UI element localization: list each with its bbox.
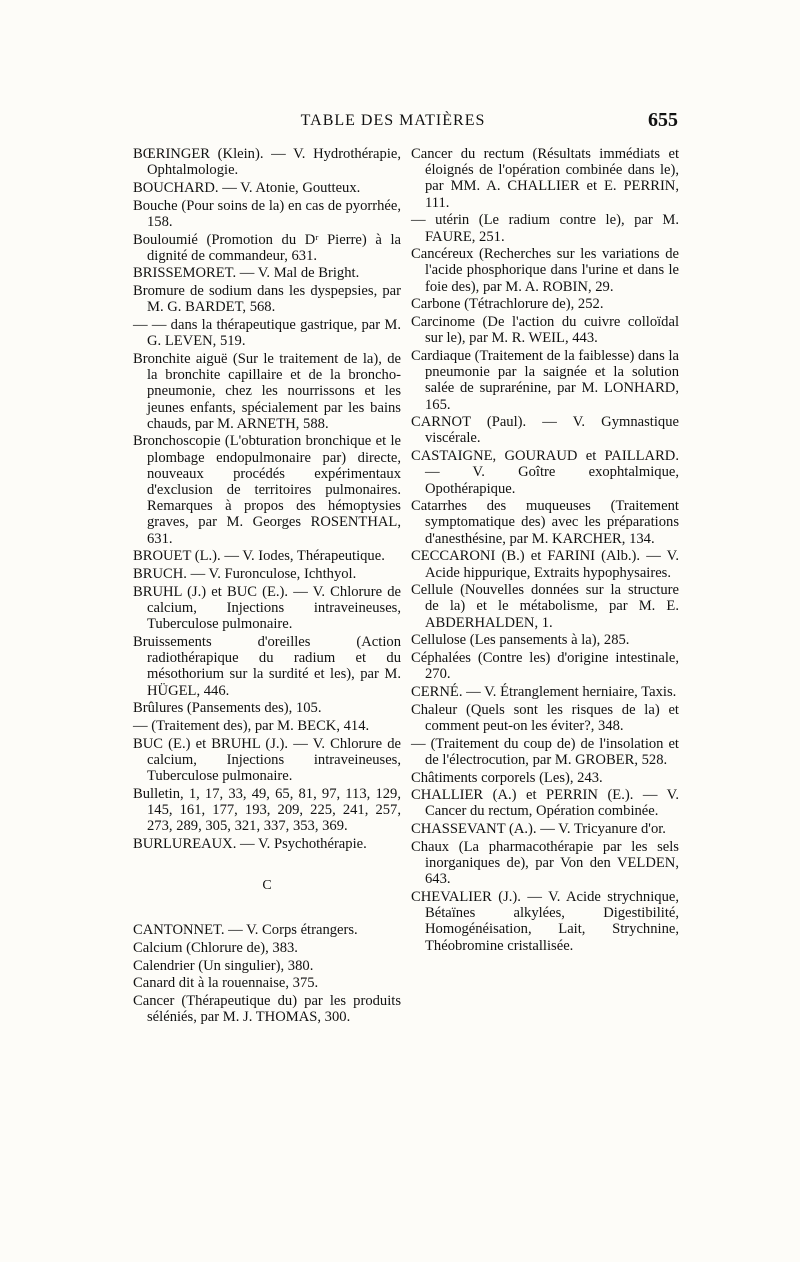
index-entry: — utérin (Le radium contre le), par M. FAURE, 251.	[411, 212, 679, 245]
index-entry: CERNÉ. — V. Étranglement herniaire, Taxis.	[411, 684, 677, 700]
running-header	[108, 109, 678, 140]
index-entry: BRUCH. — V. Furonculose, Ichthyol.	[133, 566, 357, 583]
index-entry: — — dans la thérapeutique gastrique, par M. G. LEVEN, 519.	[133, 317, 401, 350]
index-entry: Bromure de sodium dans les dyspepsies, par M. G. BARDET, 568.	[133, 283, 401, 316]
index-entry: — (Traitement des), par M. BECK, 414.	[133, 717, 370, 734]
index-entry: Carbone (Tétrachlorure de), 252.	[411, 296, 604, 313]
index-entry: Catarrhes des muqueuses (Traitement symptomatique des) avec les préparations d'anesthésine, par M. KARCHER, 134.	[411, 498, 679, 547]
index-entry: CANTONNET. — V. Corps étrangers.	[133, 922, 358, 939]
index-entry: Cellule (Nouvelles données sur la structure de la) et le métabolisme, par M. E. ABDERHALDEN, 1.	[411, 582, 679, 631]
section-letter: C	[262, 878, 272, 894]
index-entry: BOUCHARD. — V. Atonie, Goutteux.	[133, 179, 361, 196]
index-entry: Cancer (Thérapeutique du) par les produits séléniés, par M. J. THOMAS, 300.	[133, 993, 401, 1026]
index-entry: CASTAIGNE, GOURAUD et PAILLARD. — V. Goître exophtalmique, Opothérapique.	[411, 448, 679, 497]
index-entry: CARNOT (Paul). — V. Gymnastique viscérale.	[411, 414, 679, 447]
index-entry: Chaleur (Quels sont les risques de la) et comment peut-on les éviter?, 348.	[411, 701, 679, 734]
index-entry: Carcinome (De l'action du cuivre colloïdal sur le), par M. R. WEIL, 443.	[411, 314, 679, 347]
index-entry: Bruissements d'oreilles (Action radiothérapique du radium et du mésothorium sur la surdité et les), par M. HÜGEL, 446.	[133, 633, 401, 699]
page-number: 655	[648, 109, 678, 131]
index-entry: Canard dit à la rouennaise, 375.	[133, 975, 319, 992]
index-entry: Calendrier (Un singulier), 380.	[133, 957, 314, 974]
index-entry: Bulletin, 1, 17, 33, 49, 65, 81, 97, 113, 129, 145, 161, 177, 193, 209, 225, 241, 257, 273, 289, 305, 321, 337, 353, 369.	[133, 785, 401, 835]
index-entry: CHASSEVANT (A.). — V. Tricyanure d'or.	[411, 821, 666, 838]
index-entry: Cancéreux (Recherches sur les variations de l'acide phosphorique dans l'urine et dans le foie des), par M. A. ROBIN, 29.	[411, 246, 679, 295]
index-entry: — (Traitement du coup de) de l'insolation et de l'électrocution, par M. GROBER, 528.	[411, 735, 679, 768]
index-entry: Cancer du rectum (Résultats immédiats et éloignés de l'opération combinée dans le), par MM. A. CHALLIER et E. PERRIN, 111.	[411, 146, 679, 211]
index-entry: CHEVALIER (J.). — V. Acide strychnique, Bétaïnes alkylées, Digestibilité, Homogénéisation, Lait, Strychnine, Théobromine cristallisée.	[411, 888, 679, 954]
index-entry: BURLUREAUX. — V. Psychothérapie.	[133, 835, 367, 852]
index-entry: CECCARONI (B.) et FARINI (Alb.). — V. Acide hippurique, Extraits hypophysaires.	[411, 548, 679, 581]
index-entry: BŒRINGER (Klein). — V. Hydrothérapie, Ophtalmologie.	[133, 146, 401, 179]
index-entry: BUC (E.) et BRUHL (J.). — V. Chlorure de calcium, Injections intraveineuses, Tuberculose pulmonaire.	[133, 735, 401, 785]
page-title: TABLE DES MATIÈRES	[300, 112, 486, 129]
left-column	[133, 146, 401, 1027]
index-entry: Bronchoscopie (L'obturation bronchique et le plombage endopulmonaire par) directe, nouveaux procédés expérimentaux d'exclusion de territoires pulmonaires. Remarques à propos des hémoptysies graves, par M. Georges ROSENTHAL, 631.	[133, 433, 401, 547]
index-entry: Bronchite aiguë (Sur le traitement de la), de la bronchite capillaire et de la broncho-pneumonie, chez les nourrissons et les jeunes enfants, spécialement par les bains chauds, par M. ARNETH, 588.	[133, 350, 401, 432]
index-entry: Bouche (Pour soins de la) en cas de pyorrhée, 158.	[133, 197, 401, 230]
index-entry: BROUET (L.). — V. Iodes, Thérapeutique.	[133, 548, 385, 565]
index-entry: CHALLIER (A.) et PERRIN (E.). — V. Cancer du rectum, Opération combinée.	[411, 787, 679, 820]
index-entry: Châtiments corporels (Les), 243.	[411, 769, 603, 786]
index-entry: Céphalées (Contre les) d'origine intestinale, 270.	[411, 650, 679, 683]
right-column	[411, 146, 679, 955]
index-entry: Chaux (La pharmacothérapie par les sels inorganiques de), par Von den VELDEN, 643.	[411, 838, 679, 888]
index-entry: Brûlures (Pansements des), 105.	[133, 700, 322, 717]
index-entry: Bouloumié (Promotion du Dʳ Pierre) à la dignité de commandeur, 631.	[133, 231, 401, 264]
index-entry: Calcium (Chlorure de), 383.	[133, 939, 298, 956]
index-entry: BRISSEMORET. — V. Mal de Bright.	[133, 265, 360, 282]
index-entry: BRUHL (J.) et BUC (E.). — V. Chlorure de calcium, Injections intraveineuses, Tuberculose pulmonaire.	[133, 583, 401, 633]
index-entry: Cardiaque (Traitement de la faiblesse) dans la pneumonie par la saignée et la solution salée de suprarénine, par M. LONHARD, 165.	[411, 347, 679, 413]
index-entry: Cellulose (Les pansements à la), 285.	[411, 632, 630, 649]
